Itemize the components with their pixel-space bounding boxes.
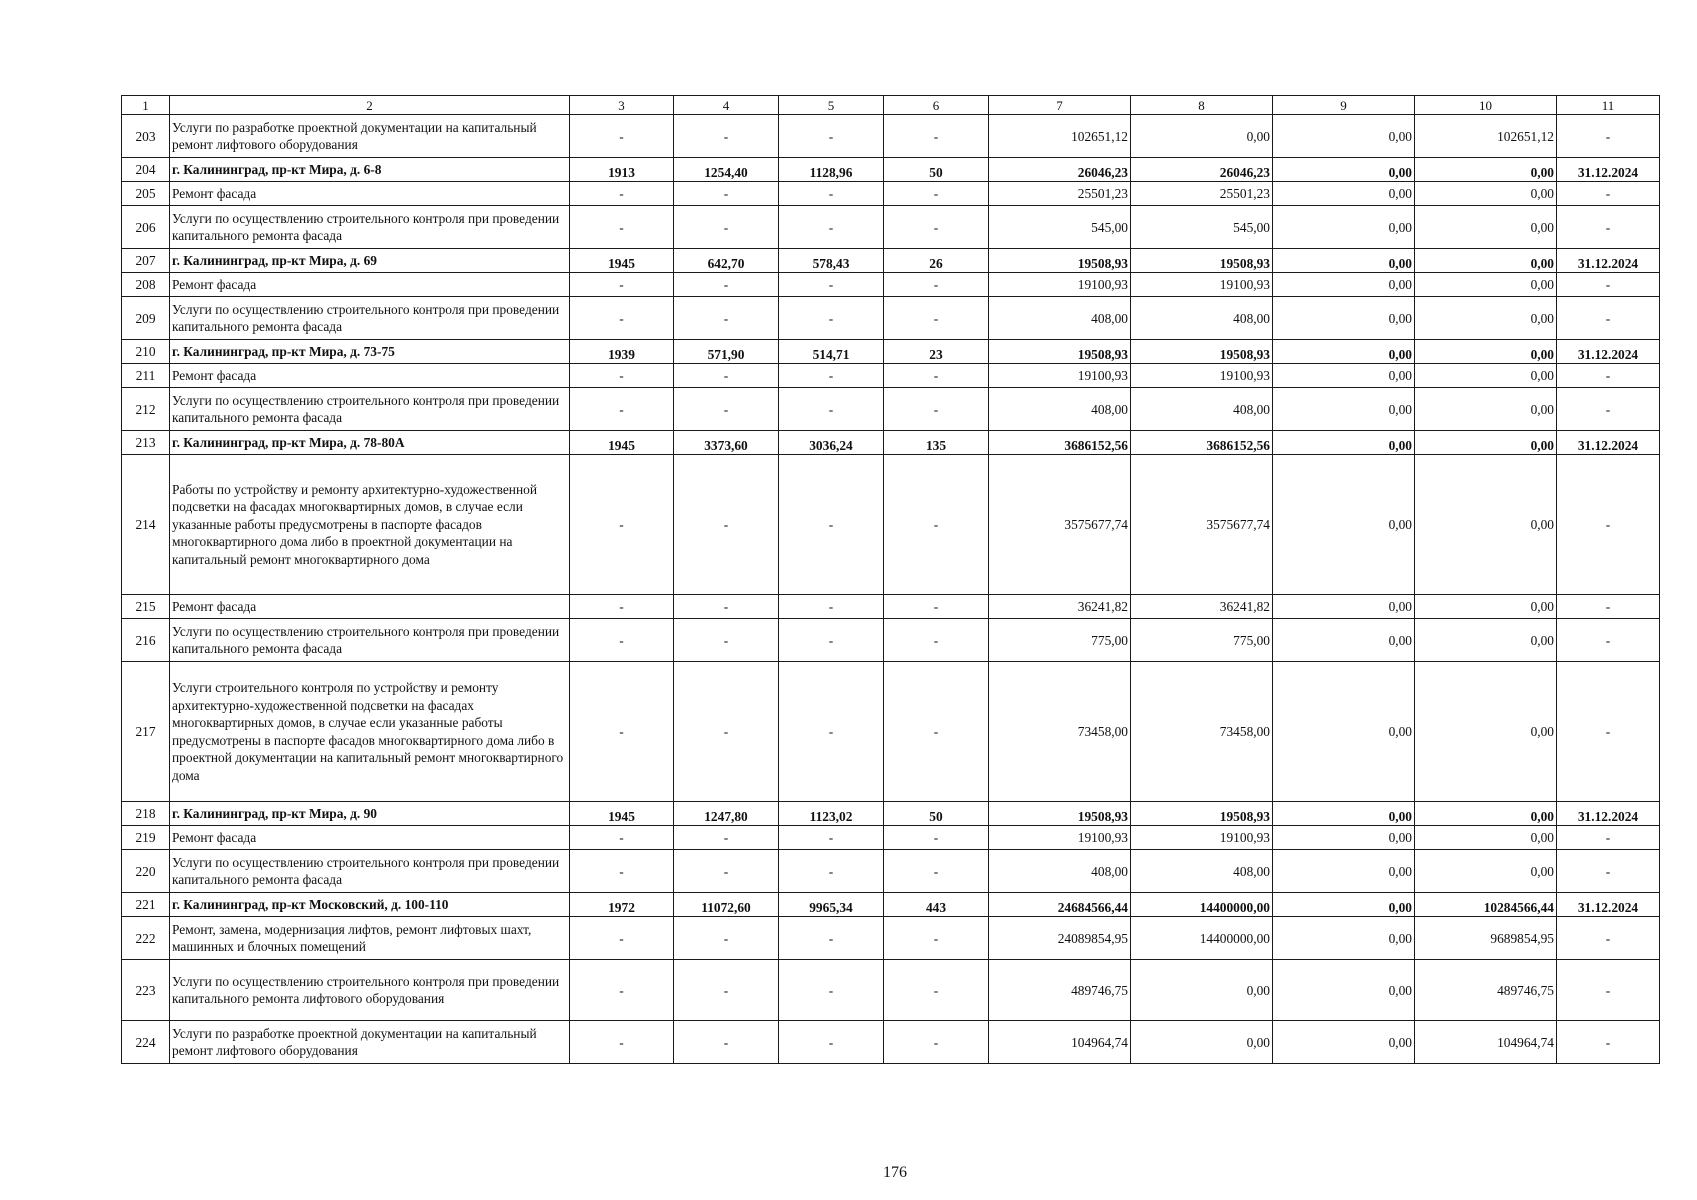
header-cell: 5 (779, 96, 884, 115)
residents-cell: - (884, 388, 989, 431)
header-cell: 2 (170, 96, 570, 115)
living-area-cell: - (779, 388, 884, 431)
total-cost-cell: 104964,74 (989, 1021, 1131, 1064)
budget-cost-cell: 0,00 (1273, 1021, 1415, 1064)
total-cost-cell: 3575677,74 (989, 455, 1131, 595)
total-cost-cell: 545,00 (989, 206, 1131, 249)
work-item-row (122, 662, 1660, 802)
deadline-cell: - (1557, 662, 1660, 802)
living-area-cell: - (779, 182, 884, 206)
deadline-cell: 31.12.2024 (1557, 249, 1660, 273)
fund-cost-cell: 19508,93 (1131, 802, 1273, 826)
work-item-row (122, 455, 1660, 595)
budget-cost-cell: 0,00 (1273, 431, 1415, 455)
description-cell: Услуги по осуществлению строительного контроля при проведении капитального ремонта фасада (170, 850, 570, 893)
living-area-cell: 1128,96 (779, 158, 884, 182)
budget-cost-cell: 0,00 (1273, 388, 1415, 431)
description-cell: г. Калининград, пр-кт Мира, д. 73-75 (170, 340, 570, 364)
budget-table (121, 95, 1660, 1064)
description-cell: г. Калининград, пр-кт Московский, д. 100-110 (170, 893, 570, 917)
fund-cost-cell: 14400000,00 (1131, 893, 1273, 917)
living-area-cell: - (779, 619, 884, 662)
living-area-cell: - (779, 364, 884, 388)
year-cell: - (570, 1021, 674, 1064)
year-cell: 1945 (570, 249, 674, 273)
total-cost-cell: 19508,93 (989, 802, 1131, 826)
residents-cell: - (884, 182, 989, 206)
area-cell: 11072,60 (674, 893, 779, 917)
area-cell: 571,90 (674, 340, 779, 364)
work-item-row (122, 364, 1660, 388)
residents-cell: - (884, 960, 989, 1021)
deadline-cell: - (1557, 917, 1660, 960)
owners-cost-cell: 0,00 (1415, 850, 1557, 893)
area-cell: - (674, 388, 779, 431)
residents-cell: 50 (884, 802, 989, 826)
row-number-cell: 204 (122, 158, 170, 182)
total-cost-cell: 19100,93 (989, 273, 1131, 297)
area-cell: - (674, 826, 779, 850)
living-area-cell: - (779, 297, 884, 340)
deadline-cell: 31.12.2024 (1557, 340, 1660, 364)
address-row (122, 431, 1660, 455)
description-cell: г. Калининград, пр-кт Мира, д. 78-80А (170, 431, 570, 455)
deadline-cell: 31.12.2024 (1557, 158, 1660, 182)
address-row (122, 340, 1660, 364)
work-item-row (122, 297, 1660, 340)
row-number-cell: 208 (122, 273, 170, 297)
residents-cell: - (884, 115, 989, 158)
deadline-cell: - (1557, 388, 1660, 431)
residents-cell: - (884, 455, 989, 595)
fund-cost-cell: 775,00 (1131, 619, 1273, 662)
area-cell: - (674, 960, 779, 1021)
area-cell: 3373,60 (674, 431, 779, 455)
column-number-header (122, 96, 1660, 115)
description-cell: Услуги по осуществлению строительного контроля при проведении капитального ремонта фасада (170, 388, 570, 431)
budget-cost-cell: 0,00 (1273, 182, 1415, 206)
row-number-cell: 210 (122, 340, 170, 364)
description-cell: Ремонт фасада (170, 595, 570, 619)
row-number-cell: 222 (122, 917, 170, 960)
row-number-cell: 209 (122, 297, 170, 340)
row-number-cell: 224 (122, 1021, 170, 1064)
year-cell: - (570, 455, 674, 595)
area-cell: - (674, 662, 779, 802)
area-cell: - (674, 595, 779, 619)
residents-cell: - (884, 364, 989, 388)
area-cell: - (674, 850, 779, 893)
row-number-cell: 203 (122, 115, 170, 158)
budget-cost-cell: 0,00 (1273, 826, 1415, 850)
work-item-row (122, 206, 1660, 249)
residents-cell: - (884, 662, 989, 802)
description-cell: Услуги по осуществлению строительного контроля при проведении капитального ремонта фасада (170, 619, 570, 662)
owners-cost-cell: 0,00 (1415, 206, 1557, 249)
work-item-row (122, 388, 1660, 431)
year-cell: - (570, 826, 674, 850)
budget-cost-cell: 0,00 (1273, 297, 1415, 340)
year-cell: - (570, 662, 674, 802)
deadline-cell: - (1557, 850, 1660, 893)
total-cost-cell: 489746,75 (989, 960, 1131, 1021)
header-cell: 7 (989, 96, 1131, 115)
residents-cell: 50 (884, 158, 989, 182)
residents-cell: - (884, 917, 989, 960)
deadline-cell: - (1557, 1021, 1660, 1064)
fund-cost-cell: 545,00 (1131, 206, 1273, 249)
fund-cost-cell: 19508,93 (1131, 340, 1273, 364)
header-cell: 1 (122, 96, 170, 115)
row-number-cell: 211 (122, 364, 170, 388)
fund-cost-cell: 408,00 (1131, 297, 1273, 340)
fund-cost-cell: 19100,93 (1131, 826, 1273, 850)
area-cell: 1254,40 (674, 158, 779, 182)
owners-cost-cell: 0,00 (1415, 455, 1557, 595)
budget-cost-cell: 0,00 (1273, 802, 1415, 826)
year-cell: - (570, 297, 674, 340)
row-number-cell: 217 (122, 662, 170, 802)
description-cell: Услуги по разработке проектной документации на капитальный ремонт лифтового оборудования (170, 115, 570, 158)
owners-cost-cell: 0,00 (1415, 826, 1557, 850)
fund-cost-cell: 36241,82 (1131, 595, 1273, 619)
description-cell: Услуги по разработке проектной документации на капитальный ремонт лифтового оборудования (170, 1021, 570, 1064)
owners-cost-cell: 0,00 (1415, 802, 1557, 826)
header-cell: 9 (1273, 96, 1415, 115)
fund-cost-cell: 408,00 (1131, 850, 1273, 893)
fund-cost-cell: 3686152,56 (1131, 431, 1273, 455)
fund-cost-cell: 19100,93 (1131, 273, 1273, 297)
year-cell: - (570, 388, 674, 431)
deadline-cell: - (1557, 960, 1660, 1021)
budget-cost-cell: 0,00 (1273, 364, 1415, 388)
total-cost-cell: 25501,23 (989, 182, 1131, 206)
budget-cost-cell: 0,00 (1273, 273, 1415, 297)
owners-cost-cell: 0,00 (1415, 595, 1557, 619)
fund-cost-cell: 14400000,00 (1131, 917, 1273, 960)
fund-cost-cell: 3575677,74 (1131, 455, 1273, 595)
fund-cost-cell: 0,00 (1131, 115, 1273, 158)
living-area-cell: 9965,34 (779, 893, 884, 917)
living-area-cell: - (779, 662, 884, 802)
area-cell: 1247,80 (674, 802, 779, 826)
total-cost-cell: 102651,12 (989, 115, 1131, 158)
fund-cost-cell: 25501,23 (1131, 182, 1273, 206)
deadline-cell: - (1557, 826, 1660, 850)
row-number-cell: 219 (122, 826, 170, 850)
area-cell: - (674, 455, 779, 595)
owners-cost-cell: 0,00 (1415, 182, 1557, 206)
residents-cell: - (884, 850, 989, 893)
year-cell: 1945 (570, 431, 674, 455)
owners-cost-cell: 0,00 (1415, 158, 1557, 182)
total-cost-cell: 408,00 (989, 850, 1131, 893)
budget-cost-cell: 0,00 (1273, 662, 1415, 802)
owners-cost-cell: 9689854,95 (1415, 917, 1557, 960)
deadline-cell: - (1557, 206, 1660, 249)
row-number-cell: 218 (122, 802, 170, 826)
work-item-row (122, 960, 1660, 1021)
budget-cost-cell: 0,00 (1273, 619, 1415, 662)
budget-cost-cell: 0,00 (1273, 206, 1415, 249)
deadline-cell: - (1557, 619, 1660, 662)
area-cell: - (674, 619, 779, 662)
total-cost-cell: 19508,93 (989, 340, 1131, 364)
work-item-row (122, 917, 1660, 960)
budget-cost-cell: 0,00 (1273, 115, 1415, 158)
year-cell: 1913 (570, 158, 674, 182)
residents-cell: - (884, 619, 989, 662)
row-number-cell: 213 (122, 431, 170, 455)
deadline-cell: 31.12.2024 (1557, 431, 1660, 455)
living-area-cell: - (779, 273, 884, 297)
owners-cost-cell: 0,00 (1415, 364, 1557, 388)
row-number-cell: 205 (122, 182, 170, 206)
description-cell: Ремонт, замена, модернизация лифтов, ремонт лифтовых шахт, машинных и блочных помещений (170, 917, 570, 960)
total-cost-cell: 73458,00 (989, 662, 1131, 802)
year-cell: - (570, 619, 674, 662)
description-cell: г. Калининград, пр-кт Мира, д. 69 (170, 249, 570, 273)
owners-cost-cell: 0,00 (1415, 297, 1557, 340)
area-cell: - (674, 1021, 779, 1064)
living-area-cell: 514,71 (779, 340, 884, 364)
header-cell: 4 (674, 96, 779, 115)
area-cell: - (674, 115, 779, 158)
description-cell: Работы по устройству и ремонту архитектурно-художественной подсветки на фасадах многоквартирных домов, в случае если указанные работы предусмотрены в паспорте фасадов многоквартирного дома либо в проектной документации на капитальный ремонт многоквартирного дома (170, 455, 570, 595)
total-cost-cell: 3686152,56 (989, 431, 1131, 455)
description-cell: Услуги по осуществлению строительного контроля при проведении капитального ремонта фасада (170, 206, 570, 249)
area-cell: 642,70 (674, 249, 779, 273)
year-cell: 1972 (570, 893, 674, 917)
deadline-cell: - (1557, 115, 1660, 158)
table-body (122, 115, 1660, 1064)
row-number-cell: 220 (122, 850, 170, 893)
row-number-cell: 212 (122, 388, 170, 431)
year-cell: 1945 (570, 802, 674, 826)
owners-cost-cell: 104964,74 (1415, 1021, 1557, 1064)
year-cell: - (570, 917, 674, 960)
total-cost-cell: 19508,93 (989, 249, 1131, 273)
header-cell: 11 (1557, 96, 1660, 115)
description-cell: Услуги строительного контроля по устройству и ремонту архитектурно-художественной подсветки на фасадах многоквартирных домов, в случае если указанные работы предусмотрены в паспорте фасадов многоквартирного дома либо в проектной документации на капитальный ремонт многоквартирного дома (170, 662, 570, 802)
living-area-cell: - (779, 826, 884, 850)
address-row (122, 158, 1660, 182)
budget-cost-cell: 0,00 (1273, 158, 1415, 182)
owners-cost-cell: 10284566,44 (1415, 893, 1557, 917)
residents-cell: - (884, 826, 989, 850)
address-row (122, 893, 1660, 917)
living-area-cell: - (779, 595, 884, 619)
area-cell: - (674, 917, 779, 960)
deadline-cell: - (1557, 297, 1660, 340)
budget-cost-cell: 0,00 (1273, 893, 1415, 917)
total-cost-cell: 36241,82 (989, 595, 1131, 619)
living-area-cell: - (779, 960, 884, 1021)
year-cell: - (570, 595, 674, 619)
residents-cell: 23 (884, 340, 989, 364)
residents-cell: - (884, 206, 989, 249)
year-cell: - (570, 182, 674, 206)
budget-cost-cell: 0,00 (1273, 249, 1415, 273)
residents-cell: - (884, 297, 989, 340)
address-row (122, 802, 1660, 826)
description-cell: г. Калининград, пр-кт Мира, д. 90 (170, 802, 570, 826)
residents-cell: - (884, 273, 989, 297)
living-area-cell: - (779, 206, 884, 249)
description-cell: г. Калининград, пр-кт Мира, д. 6-8 (170, 158, 570, 182)
description-cell: Ремонт фасада (170, 182, 570, 206)
total-cost-cell: 19100,93 (989, 826, 1131, 850)
work-item-row (122, 826, 1660, 850)
year-cell: - (570, 115, 674, 158)
deadline-cell: - (1557, 595, 1660, 619)
budget-cost-cell: 0,00 (1273, 850, 1415, 893)
row-number-cell: 223 (122, 960, 170, 1021)
residents-cell: 26 (884, 249, 989, 273)
fund-cost-cell: 19508,93 (1131, 249, 1273, 273)
total-cost-cell: 775,00 (989, 619, 1131, 662)
owners-cost-cell: 0,00 (1415, 388, 1557, 431)
living-area-cell: - (779, 115, 884, 158)
work-item-row (122, 595, 1660, 619)
owners-cost-cell: 0,00 (1415, 431, 1557, 455)
owners-cost-cell: 489746,75 (1415, 960, 1557, 1021)
area-cell: - (674, 273, 779, 297)
page-number: 176 (883, 1164, 907, 1181)
header-cell: 8 (1131, 96, 1273, 115)
budget-cost-cell: 0,00 (1273, 917, 1415, 960)
total-cost-cell: 24089854,95 (989, 917, 1131, 960)
fund-cost-cell: 408,00 (1131, 388, 1273, 431)
living-area-cell: 578,43 (779, 249, 884, 273)
row-number-cell: 221 (122, 893, 170, 917)
work-item-row (122, 115, 1660, 158)
budget-cost-cell: 0,00 (1273, 340, 1415, 364)
deadline-cell: - (1557, 364, 1660, 388)
row-number-cell: 206 (122, 206, 170, 249)
row-number-cell: 215 (122, 595, 170, 619)
owners-cost-cell: 102651,12 (1415, 115, 1557, 158)
year-cell: - (570, 273, 674, 297)
work-item-row (122, 850, 1660, 893)
living-area-cell: - (779, 455, 884, 595)
row-number-cell: 216 (122, 619, 170, 662)
area-cell: - (674, 297, 779, 340)
work-item-row (122, 182, 1660, 206)
living-area-cell: - (779, 917, 884, 960)
area-cell: - (674, 182, 779, 206)
address-row (122, 249, 1660, 273)
total-cost-cell: 408,00 (989, 388, 1131, 431)
residents-cell: 135 (884, 431, 989, 455)
header-cell: 3 (570, 96, 674, 115)
budget-cost-cell: 0,00 (1273, 960, 1415, 1021)
header-cell: 6 (884, 96, 989, 115)
description-cell: Услуги по осуществлению строительного контроля при проведении капитального ремонта фасада (170, 297, 570, 340)
total-cost-cell: 24684566,44 (989, 893, 1131, 917)
fund-cost-cell: 0,00 (1131, 960, 1273, 1021)
area-cell: - (674, 364, 779, 388)
row-number-cell: 207 (122, 249, 170, 273)
year-cell: - (570, 364, 674, 388)
total-cost-cell: 19100,93 (989, 364, 1131, 388)
residents-cell: 443 (884, 893, 989, 917)
budget-cost-cell: 0,00 (1273, 595, 1415, 619)
living-area-cell: 1123,02 (779, 802, 884, 826)
year-cell: - (570, 960, 674, 1021)
deadline-cell: 31.12.2024 (1557, 893, 1660, 917)
residents-cell: - (884, 595, 989, 619)
row-number-cell: 214 (122, 455, 170, 595)
total-cost-cell: 26046,23 (989, 158, 1131, 182)
deadline-cell: - (1557, 273, 1660, 297)
living-area-cell: - (779, 1021, 884, 1064)
living-area-cell: - (779, 850, 884, 893)
owners-cost-cell: 0,00 (1415, 273, 1557, 297)
description-cell: Ремонт фасада (170, 364, 570, 388)
year-cell: - (570, 850, 674, 893)
fund-cost-cell: 19100,93 (1131, 364, 1273, 388)
description-cell: Услуги по осуществлению строительного контроля при проведении капитального ремонта лифтового оборудования (170, 960, 570, 1021)
owners-cost-cell: 0,00 (1415, 340, 1557, 364)
fund-cost-cell: 73458,00 (1131, 662, 1273, 802)
living-area-cell: 3036,24 (779, 431, 884, 455)
work-item-row (122, 1021, 1660, 1064)
deadline-cell: - (1557, 182, 1660, 206)
work-item-row (122, 273, 1660, 297)
work-item-row (122, 619, 1660, 662)
budget-cost-cell: 0,00 (1273, 455, 1415, 595)
header-cell: 10 (1415, 96, 1557, 115)
owners-cost-cell: 0,00 (1415, 662, 1557, 802)
owners-cost-cell: 0,00 (1415, 619, 1557, 662)
total-cost-cell: 408,00 (989, 297, 1131, 340)
year-cell: 1939 (570, 340, 674, 364)
deadline-cell: 31.12.2024 (1557, 802, 1660, 826)
residents-cell: - (884, 1021, 989, 1064)
deadline-cell: - (1557, 455, 1660, 595)
description-cell: Ремонт фасада (170, 273, 570, 297)
year-cell: - (570, 206, 674, 249)
description-cell: Ремонт фасада (170, 826, 570, 850)
owners-cost-cell: 0,00 (1415, 249, 1557, 273)
fund-cost-cell: 26046,23 (1131, 158, 1273, 182)
fund-cost-cell: 0,00 (1131, 1021, 1273, 1064)
area-cell: - (674, 206, 779, 249)
